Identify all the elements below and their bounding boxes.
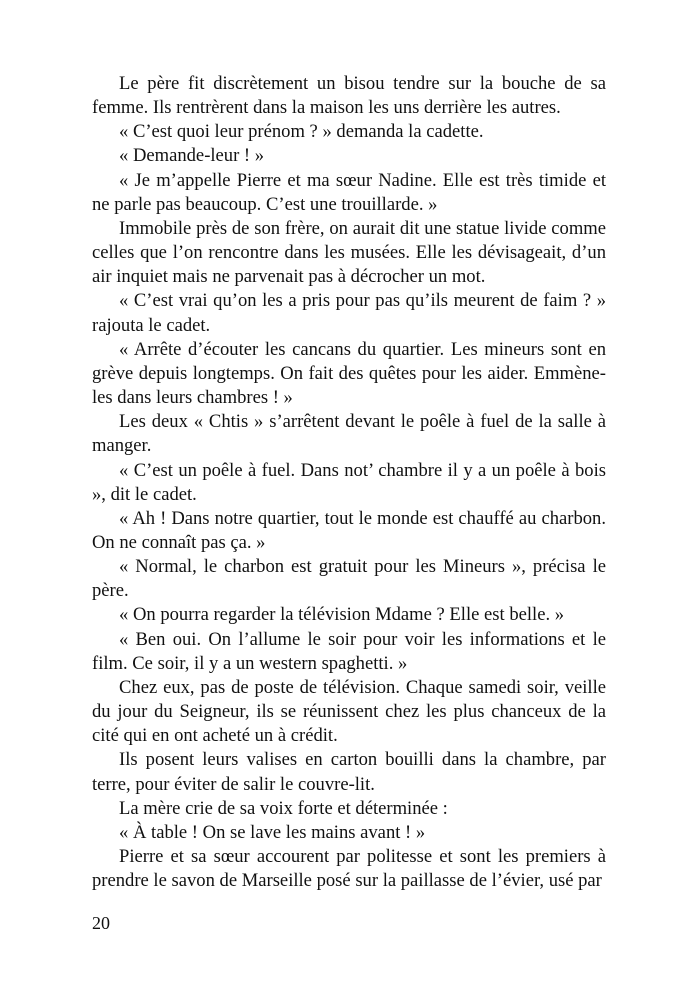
paragraph: « Demande-leur ! » (119, 145, 265, 167)
paragraph: Les deux « Chtis » s’arrêtent devant le poêle à fuel de la salle à manger. (92, 411, 606, 457)
paragraph: « Ah ! Dans notre quartier, tout le monde est chauffé au charbon. On ne connaît pas ça. » (92, 507, 606, 553)
paragraph: « Arrête d’écouter les cancans du quartier. Les mineurs sont en grève depuis longtemps. On fait des quêtes pour les aider. Emmène-les dans leurs chambres ! » (92, 338, 606, 409)
paragraph: « Je m’appelle Pierre et ma sœur Nadine. Elle est très timide et ne parle pas beaucoup. C’est une trouillarde. » (92, 169, 606, 215)
paragraph: Immobile près de son frère, on aurait dit une statue livide comme celles que l’on rencontre dans les musées. Elle les dévisageait, d’un air inquiet mais ne parvenait pas à décrocher un mot. (92, 217, 606, 288)
paragraph: Chez eux, pas de poste de télévision. Chaque samedi soir, veille du jour du Seigneur, ils se réunissent chez les plus chanceux de la cité qui en ont acheté un à crédit. (92, 676, 606, 747)
paragraph: Pierre et sa sœur accourent par politesse et sont les premiers à prendre le savon de Marseille posé sur la paillasse de l’évier, usé par (92, 846, 606, 892)
paragraph: « C’est vrai qu’on les a pris pour pas qu’ils meurent de faim ? » rajouta le cadet. (92, 290, 606, 336)
paragraph: Ils posent leurs valises en carton bouilli dans la chambre, par terre, pour éviter de salir le couvre-lit. (92, 749, 606, 795)
paragraph: « On pourra regarder la télévision Mdame ? Elle est belle. » (119, 604, 565, 626)
paragraph: Le père fit discrètement un bisou tendre sur la bouche de sa femme. Ils rentrèrent dans la maison les uns derrière les autres. (92, 73, 606, 119)
paragraph: « Ben oui. On l’allume le soir pour voir les informations et le film. Ce soir, il y a un western spaghetti. » (92, 628, 606, 674)
paragraph: « C’est quoi leur prénom ? » demanda la cadette. (119, 121, 484, 143)
body-text (92, 72, 606, 893)
paragraph: « Normal, le charbon est gratuit pour les Mineurs », précisa le père. (92, 556, 606, 602)
paragraph: La mère crie de sa voix forte et déterminée : (119, 797, 448, 819)
paragraph: « À table ! On se lave les mains avant ! » (119, 821, 426, 843)
paragraph: « C’est un poêle à fuel. Dans not’ chambre il y a un poêle à bois », dit le cadet. (92, 459, 606, 505)
page-number: 20 (92, 913, 110, 933)
